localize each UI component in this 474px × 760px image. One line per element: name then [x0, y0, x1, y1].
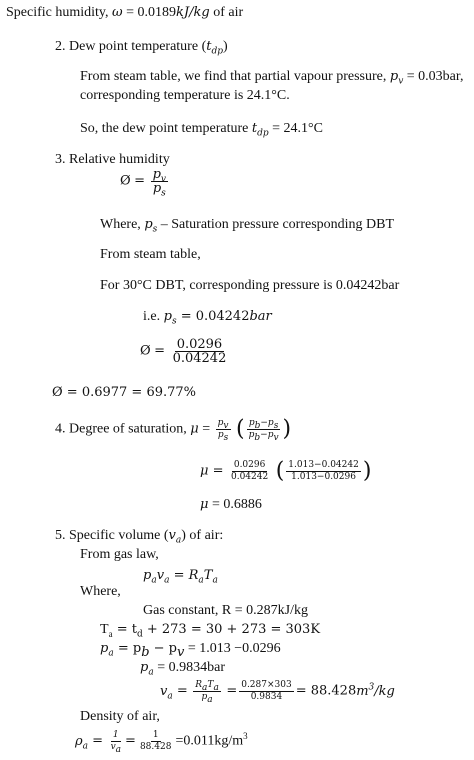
gas-law-equation: $p_av_a = R_aT_a$	[143, 568, 218, 586]
ps-value-line: i.e. $p_s = 0.04242bar$	[143, 309, 272, 327]
relative-humidity-formula: Ø = $\frac{p_v}{p_s}$	[120, 167, 166, 199]
relative-humidity-heading: 3. Relative humidity	[55, 152, 170, 167]
corresponding-temperature-line: corresponding temperature is 24.1°C.	[80, 88, 290, 103]
air-temperature-line: $T_a = t_d + 273 = 30 + 273 = 303K$	[100, 622, 321, 640]
where-label: Where,	[80, 584, 121, 599]
degree-of-saturation-result: μ = 0.6886	[200, 497, 262, 512]
specific-volume-heading: 5. Specific volume $(v_a)$ of air:	[55, 528, 224, 546]
from-steam-table: From steam table,	[100, 247, 201, 262]
dbt-pressure-line: For 30°C DBT, corresponding pressure is 0.04242bar	[100, 278, 400, 293]
degree-of-saturation-substitution: μ = $\frac{0.0296}{0.04242}$ ( $\frac{1.013-0.04242}{1.013-0.0296}$ )	[200, 458, 372, 484]
steam-table-sentence: From steam table, we find that partial vapour pressure, $p_v = 0.03bar$,	[80, 69, 464, 87]
specific-humidity-line: Specific humidity, ω = 0.0189kJ/kg of air	[6, 5, 244, 20]
relative-humidity-result: Ø = 0.6977 = 69.77%	[52, 385, 197, 400]
specific-volume-result: $v_a$ = $\frac{R_aT_a}{p_a}$ = $\frac{0.287\times 303}{0.9834}$ = $88.428m^3/kg$	[160, 680, 395, 705]
dew-point-heading: 2. Dew point temperature $(t_{dp})$	[55, 39, 228, 57]
density-label: Density of air,	[80, 709, 160, 724]
from-gas-law: From gas law,	[80, 547, 159, 562]
pa-value-line: $p_a = 0.9834bar$	[140, 660, 225, 678]
gas-constant-line: Gas constant, R = 0.287kJ/kg	[143, 603, 308, 618]
relative-humidity-substitution: Ø = $\frac{0.0296}{0.04242}$	[140, 337, 227, 366]
density-result: $\rho_a$ = $\frac{1}{v_a}$ = $\frac{1}{88.428}$ $=0.011kg/m^3$	[75, 730, 248, 755]
degree-of-saturation-formula: 4. Degree of saturation, μ = $\frac{p_v}{p_s}$ ( $\frac{p_b-p_s}{p_b-p_v}$ )	[55, 416, 292, 443]
dew-point-result: So, the dew point temperature $t_{dp} = 24.1^\circ C$	[80, 121, 323, 139]
saturation-pressure-definition: Where, $p_s$ – Saturation pressure corresponding DBT	[100, 217, 395, 235]
partial-pressure-air-line: $p_a = p_b - p_v = 1.013 -0.0296$	[100, 641, 281, 660]
